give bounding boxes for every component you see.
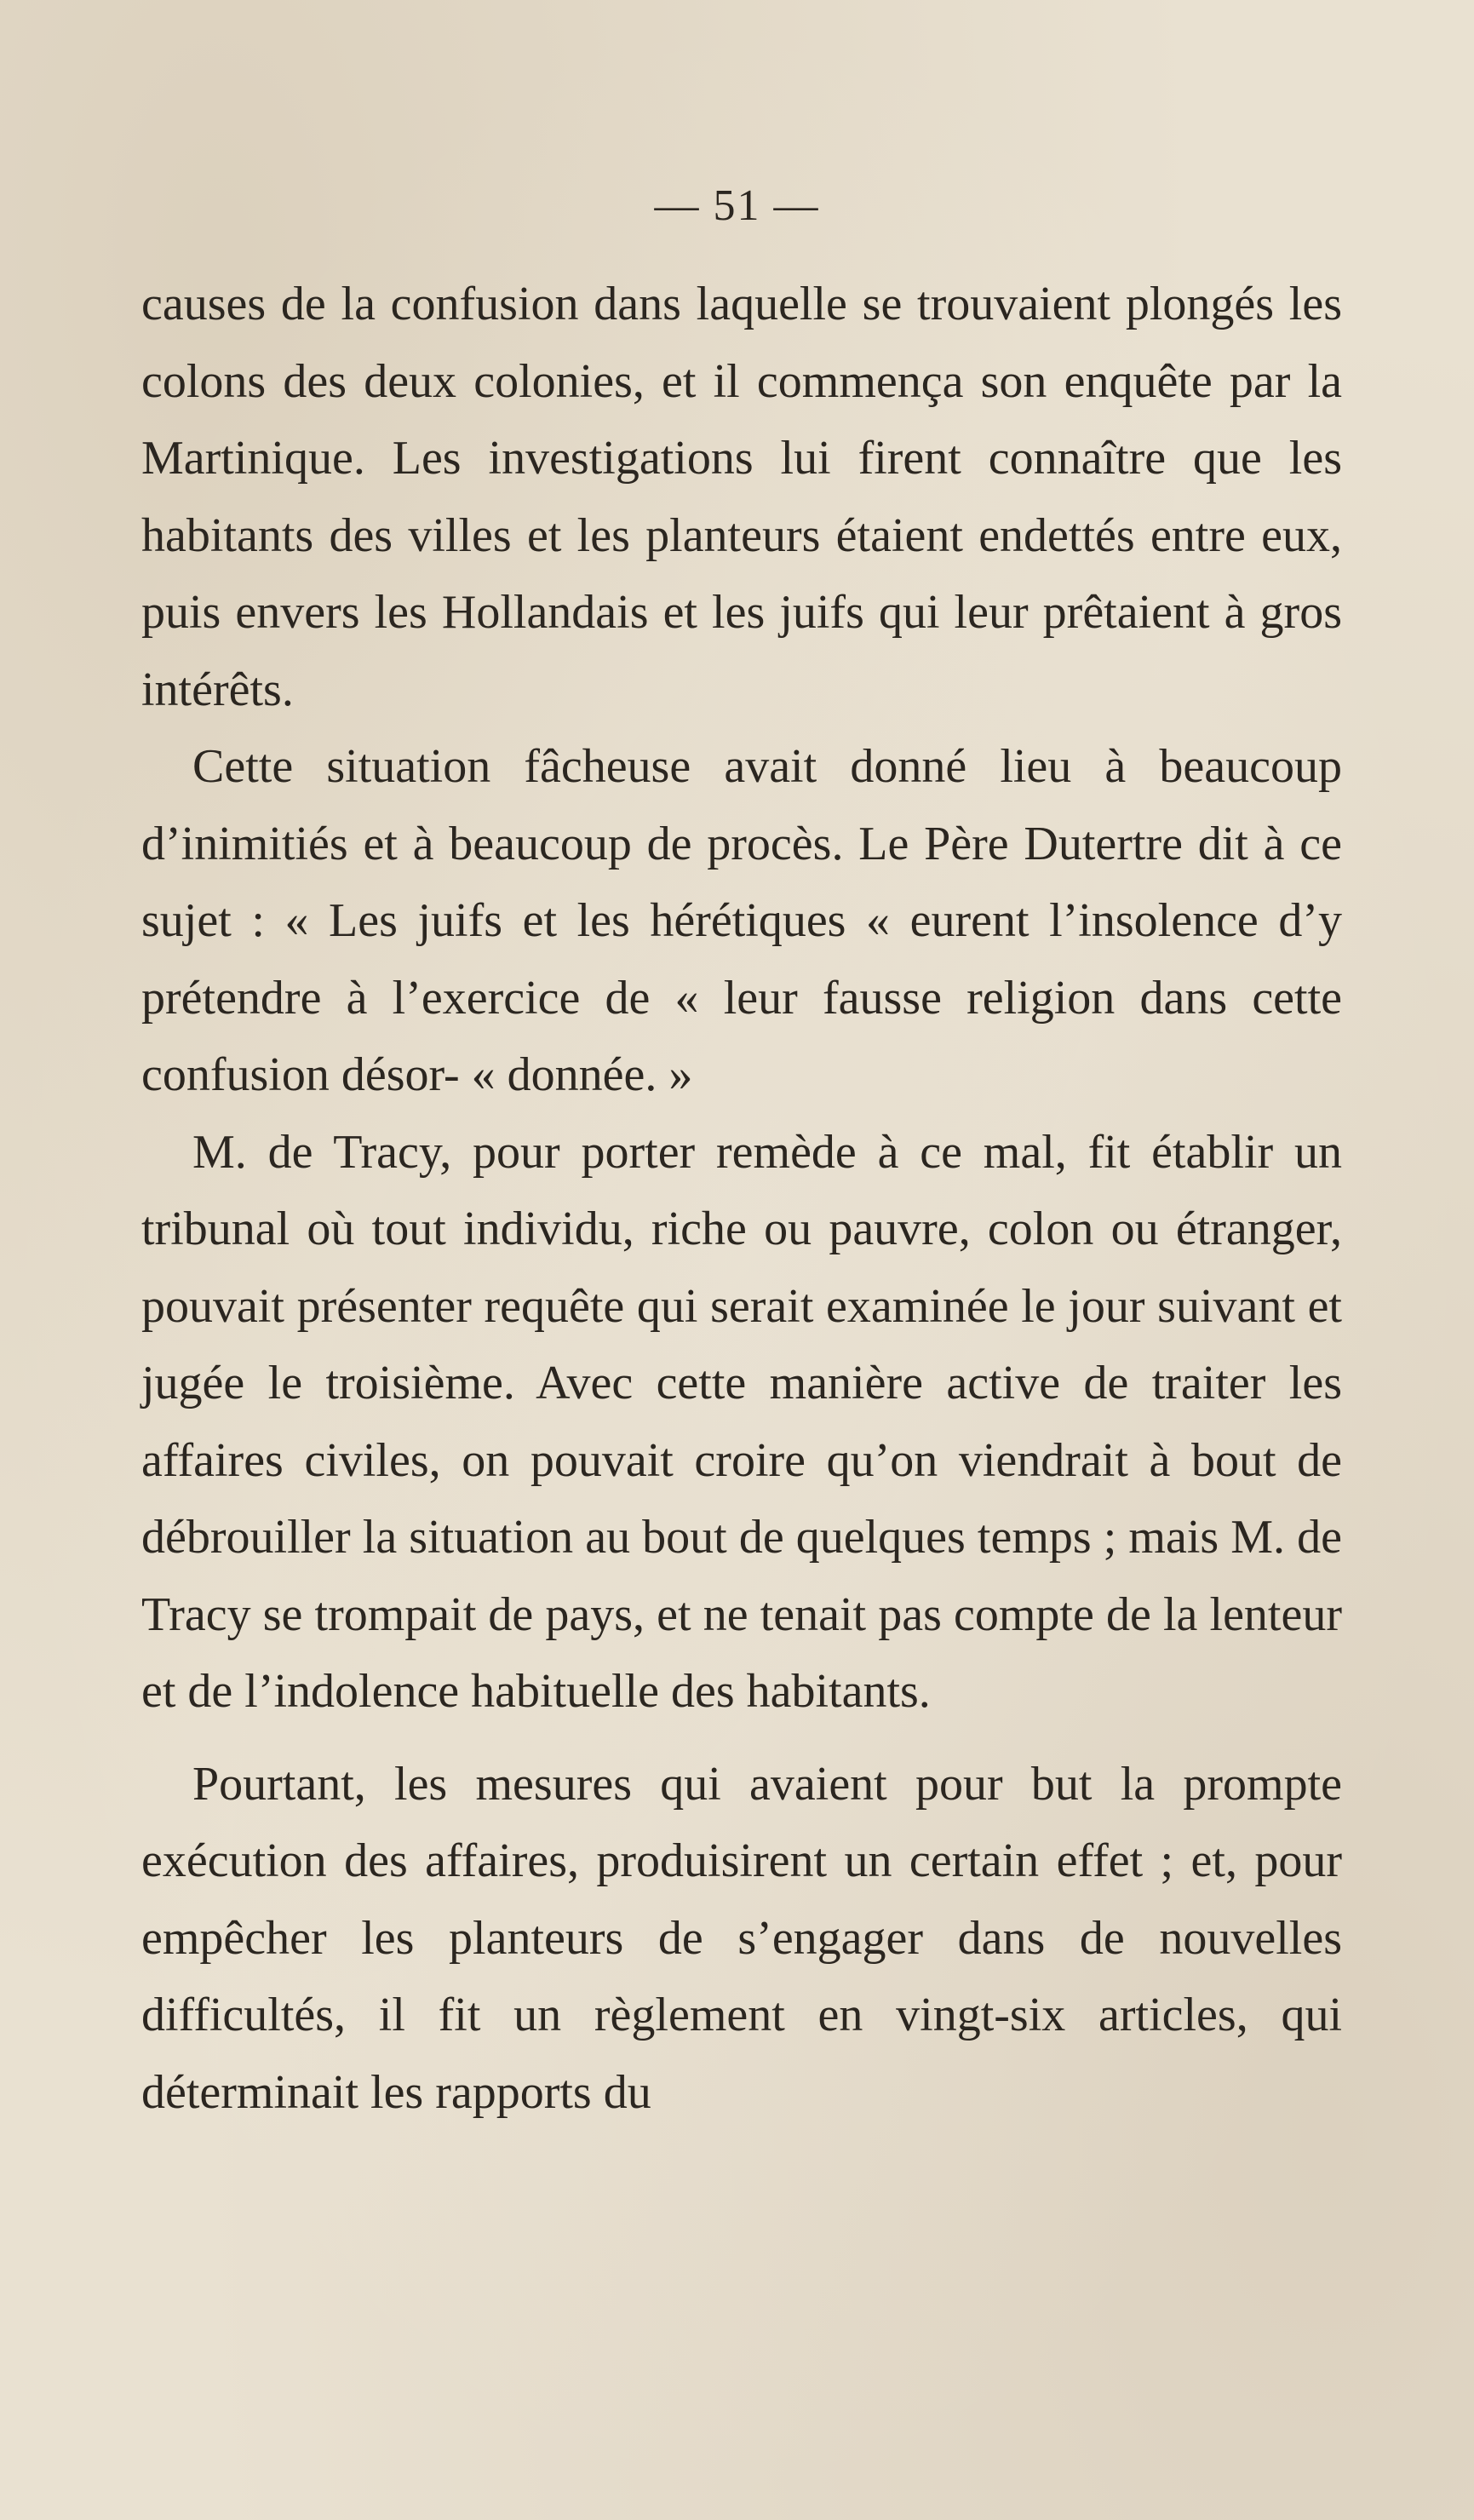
paragraph-4: Pourtant, les mesures qui avaient pour but la prompte exécution des affaires, produisirent un certain effet ; et, pour empêcher les planteurs de s’engager dans de nouvelles difficultés, il fit un règlement en vingt-six articles, qui déterminait les rapports du <box>141 1757 1342 2119</box>
paragraph-1: causes de la confusion dans laquelle se trouvaient plongés les colons des deux colonies, et il commença son enquête par la Martinique. Les investigations lui firent connaître que les habitants des villes et les planteurs étaient endettés entre eux, puis envers les Hollandais et les juifs qui leur prêtaient à gros intérêts. <box>141 278 1342 716</box>
paragraph-2: Cette situation fâcheuse avait donné lieu à beaucoup d’inimitiés et à beaucoup de procès. Le Père Dutertre dit à ce sujet : « Les juifs et les hérétiques « eurent l’insolence d’y prétendre à l’exercice de « leur fausse religion dans cette confusion désor- « donnée. » <box>141 740 1342 1101</box>
body-text <box>141 266 1342 2131</box>
page-number: — 51 — <box>654 181 820 230</box>
paragraph-3: M. de Tracy, pour porter remède à ce mal, fit établir un tribunal où tout individu, riche ou pauvre, colon ou étranger, pouvait présenter requête qui serait examinée le jour suivant et jugée le troisième. Avec cette manière active de traiter les affaires civiles, on pouvait croire qu’on viendrait à bout de débrouiller la situation au bout de quelques temps ; mais M. de Tracy se trompait de pays, et ne tenait pas compte de la lenteur et de l’indolence habituelle des habitants. <box>141 1125 1342 1718</box>
